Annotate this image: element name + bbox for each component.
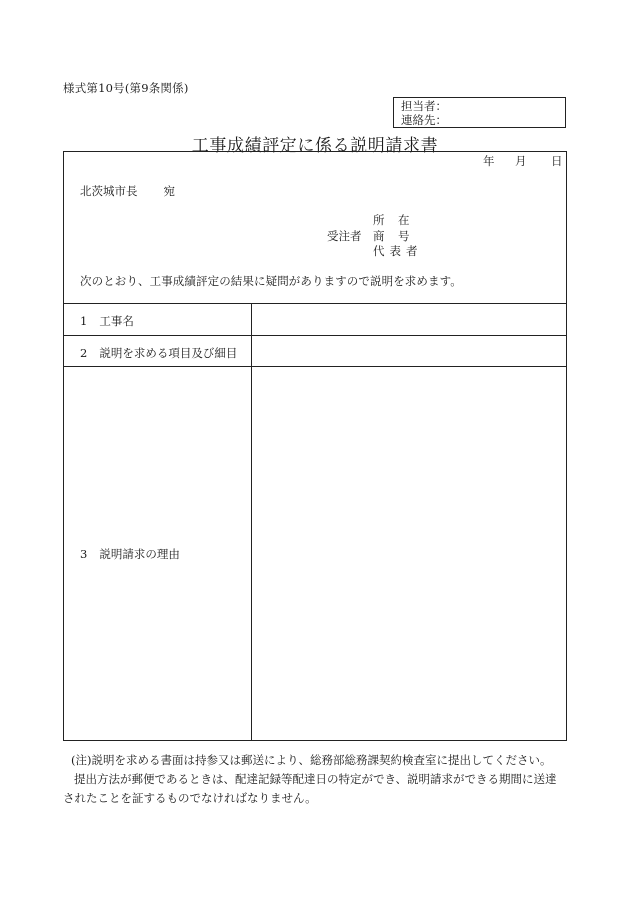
table-row xyxy=(80,313,134,329)
construction-name-field[interactable] xyxy=(252,304,566,335)
applicant-company-label: 商 号 xyxy=(373,229,411,243)
contact-box xyxy=(393,97,566,128)
table-row xyxy=(80,345,237,361)
applicant-representative-label: 代表者 xyxy=(373,244,423,258)
date-day-label: 日 xyxy=(551,154,563,168)
contact-info-label: 連絡先： xyxy=(401,113,447,127)
applicant-address-label: 所 在 xyxy=(373,213,411,227)
applicant-role-label: 受注者 xyxy=(327,229,362,243)
request-statement: 次のとおり、工事成績評定の結果に疑問がありますので説明を求めます。 xyxy=(80,274,462,288)
row-number: 3 xyxy=(80,547,88,561)
row-number: 2 xyxy=(80,346,88,360)
date-year-label: 年 xyxy=(483,154,495,168)
note-line-2: 提出方法が郵便であるときは、配達記録等配達日の特定ができ、説明請求ができる期間に送達 xyxy=(74,772,557,786)
document-title: 工事成績評定に係る説明請求書 xyxy=(191,136,439,156)
date-month-label: 月 xyxy=(515,154,527,168)
items-field[interactable] xyxy=(252,336,566,366)
row-label-construction-name: 工事名 xyxy=(99,314,134,328)
note-line-1: (注)説明を求める書面は持参又は郵送により、総務部総務課契約検査室に提出してください。 xyxy=(71,753,552,767)
addressee xyxy=(80,183,175,199)
addressee-suffix: 宛 xyxy=(163,184,175,198)
row-number: 1 xyxy=(80,314,88,328)
form-number: 様式第10号(第9条関係) xyxy=(63,81,189,95)
contact-person-label: 担当者： xyxy=(401,99,447,113)
row-label-reason: 説明請求の理由 xyxy=(99,547,180,561)
addressee-name: 北茨城市長 xyxy=(80,184,138,198)
row-label-items: 説明を求める項目及び細目 xyxy=(99,346,238,360)
table-row xyxy=(80,546,180,562)
note-line-3: されたことを証するものでなければなりません。 xyxy=(63,791,317,805)
reason-field[interactable] xyxy=(252,367,566,740)
